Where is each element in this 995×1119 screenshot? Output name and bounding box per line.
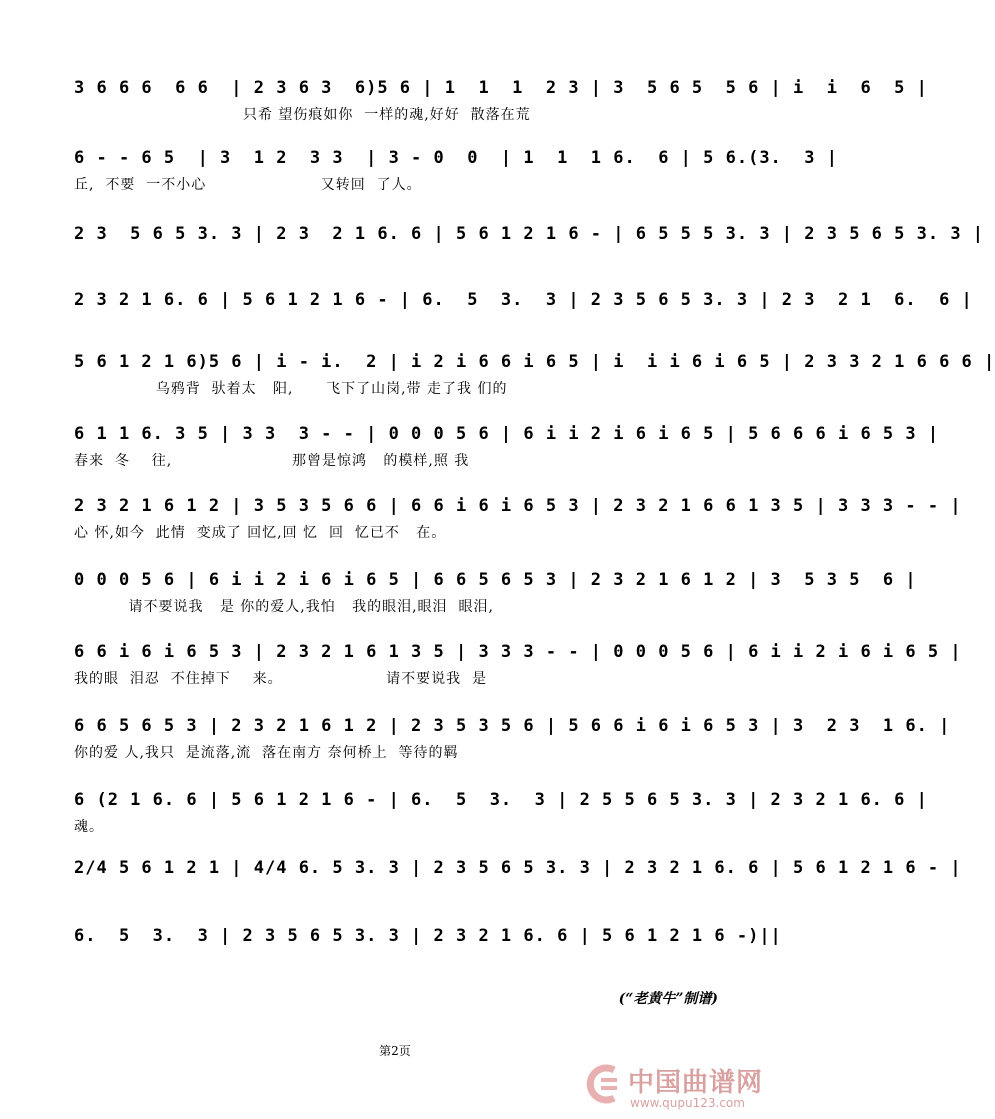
score-line-notes: 2 3 5 6 5 3. 3 | 2 3 2 1 6. 6 | 5 6 1 2 1 6 - | 6 5 5 5 3. 3 | 2 3 5 6 5 3. 3 |	[74, 224, 985, 244]
score-line-lyrics: 你的爱 人,我只 是流落,流 落在南方 奈何桥上 等待的羁	[74, 745, 459, 761]
score-line-lyrics: 我的眼 泪忍 不住掉下 来。 请不要说我 是	[74, 671, 488, 687]
score-line-notes: 3 6 6 6 6 6 | 2 3 6 3 6)5 6 | 1 1 1 2 3 | 3 5 6 5 5 6 | i i 6 5 |	[74, 78, 928, 98]
score-line-lyrics: 心 怀,如今 此情 变成了 回忆,回 忆 回 忆已不 在。	[74, 525, 447, 541]
score-line-notes: 6 (2 1 6. 6 | 5 6 1 2 1 6 - | 6. 5 3. 3 | 2 5 5 6 5 3. 3 | 2 3 2 1 6. 6 |	[74, 790, 928, 810]
arranger-credit: (“老黄牛”制谱)	[618, 991, 718, 1007]
score-line-notes: 5 6 1 2 1 6)5 6 | i - i. 2 | i 2 i 6 6 i 6 5 | i i i 6 i 6 5 | 2 3 3 2 1 6 6 6 |	[74, 352, 995, 372]
score-line-notes: 2 3 2 1 6 1 2 | 3 5 3 5 6 6 | 6 6 i 6 i 6 5 3 | 2 3 2 1 6 6 1 3 5 | 3 3 3 - - |	[74, 496, 962, 516]
score-line-notes: 6. 5 3. 3 | 2 3 5 6 5 3. 3 | 2 3 2 1 6. 6 | 5 6 1 2 1 6 -)||	[74, 926, 782, 946]
score-line-lyrics: 乌鸦背 驮着太 阳, 飞下了山岗,带 走了我 们的	[74, 381, 508, 397]
score-line-notes: 0 0 0 5 6 | 6 i i 2 i 6 i 6 5 | 6 6 5 6 5 3 | 2 3 2 1 6 1 2 | 3 5 3 5 6 |	[74, 570, 917, 590]
score-line-notes: 6 6 i 6 i 6 5 3 | 2 3 2 1 6 1 3 5 | 3 3 3 - - | 0 0 0 5 6 | 6 i i 2 i 6 i 6 5 |	[74, 642, 962, 662]
score-line-notes: 6 1 1 6. 3 5 | 3 3 3 - - | 0 0 0 5 6 | 6 i i 2 i 6 i 6 5 | 5 6 6 6 i 6 5 3 |	[74, 424, 940, 444]
score-line-notes: 2 3 2 1 6. 6 | 5 6 1 2 1 6 - | 6. 5 3. 3 | 2 3 5 6 5 3. 3 | 2 3 2 1 6. 6 |	[74, 290, 973, 310]
qupu-logo-icon	[584, 1064, 624, 1104]
score-line-lyrics: 丘, 不要 一不小心 又转回 了人。	[74, 177, 422, 193]
score-line-notes: 6 - - 6 5 | 3 1 2 3 3 | 3 - 0 0 | 1 1 1 6. 6 | 5 6.(3. 3 |	[74, 148, 838, 168]
score-line-lyrics: 春来 冬 往, 那曾是惊鸿 的模样,照 我	[74, 453, 470, 469]
score-line-lyrics: 只希 望伤痕如你 一样的魂,好好 散落在荒	[74, 107, 531, 123]
score-line-notes: 2/4 5 6 1 2 1 | 4/4 6. 5 3. 3 | 2 3 5 6 5 3. 3 | 2 3 2 1 6. 6 | 5 6 1 2 1 6 - |	[74, 858, 962, 878]
watermark-url: www.qupu123.com	[630, 1096, 745, 1110]
page-number: 第2页	[379, 1044, 411, 1058]
watermark-name: 中国曲谱网	[628, 1068, 764, 1098]
site-watermark	[584, 1062, 784, 1114]
score-line-lyrics: 请不要说我 是 你的爱人,我怕 我的眼泪,眼泪 眼泪,	[74, 599, 494, 615]
score-line-lyrics: 魂。	[74, 819, 104, 835]
score-line-notes: 6 6 5 6 5 3 | 2 3 2 1 6 1 2 | 2 3 5 3 5 6 | 5 6 6 i 6 i 6 5 3 | 3 2 3 1 6. |	[74, 716, 951, 736]
